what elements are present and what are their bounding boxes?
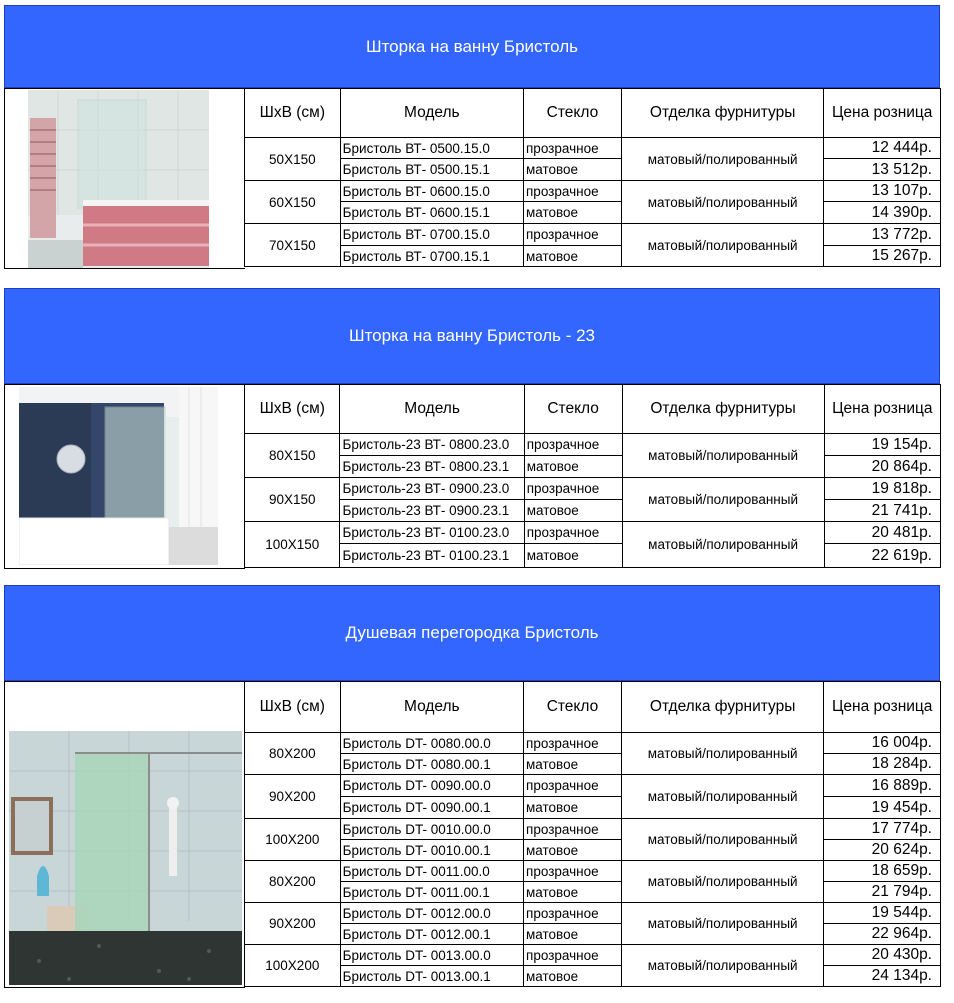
model-cell: Бристоль DT- 0012.00.1	[340, 924, 523, 945]
model-cell: Бристоль DT- 0013.00.1	[340, 966, 523, 987]
glass-cell: матовое	[524, 500, 622, 522]
model-cell: Бристоль DT- 0080.00.0	[340, 733, 523, 754]
size-cell: 100Х200	[245, 945, 341, 987]
price-cell: 16 889р.	[824, 775, 941, 797]
model-cell: Бристоль DT- 0080.00.1	[340, 754, 523, 775]
table-row	[245, 819, 941, 840]
size-cell: 60Х150	[245, 181, 341, 224]
price-cell: 20 430р.	[824, 945, 941, 966]
table-row	[245, 775, 941, 797]
table-row	[245, 945, 941, 966]
table-row	[245, 138, 941, 159]
table-row	[245, 733, 941, 754]
header-price: Цена розница	[824, 89, 941, 138]
header-finish: Отделка фурнитуры	[621, 682, 823, 733]
price-cell: 14 390р.	[824, 202, 941, 224]
glass-cell: прозрачное	[524, 522, 622, 544]
model-cell: Бристоль DT- 0011.00.0	[340, 861, 523, 882]
table-header-row	[245, 385, 941, 434]
model-cell: Бристоль-23 ВТ- 0800.23.0	[340, 434, 524, 456]
price-cell: 24 134р.	[824, 966, 941, 987]
table-row	[245, 246, 941, 267]
header-finish: Отделка фурнитуры	[621, 89, 823, 138]
glass-cell: прозрачное	[524, 903, 622, 924]
header-model: Модель	[340, 89, 523, 138]
table-row	[245, 754, 941, 775]
price-table	[244, 88, 941, 267]
finish-cell: матовый/полированный	[622, 522, 824, 568]
section-title: Шторка на ванну Бристоль - 23	[348, 326, 595, 345]
model-cell: Бристоль-23 ВТ- 0900.23.1	[340, 500, 524, 522]
size-cell: 80Х200	[245, 733, 341, 775]
price-cell: 13 772р.	[824, 224, 941, 246]
size-cell: 80Х150	[245, 434, 340, 478]
glass-cell: матовое	[524, 966, 622, 987]
price-cell: 22 619р.	[824, 544, 940, 568]
table-row	[245, 202, 941, 224]
table-row	[245, 544, 941, 568]
product-photo-cell	[4, 681, 245, 988]
price-cell: 19 544р.	[824, 903, 941, 924]
price-cell: 15 267р.	[824, 246, 941, 267]
section-bristol-bath-screen	[4, 5, 941, 269]
model-cell: Бристоль-23 ВТ- 0100.23.0	[340, 522, 524, 544]
finish-cell: матовый/полированный	[621, 903, 823, 945]
glass-cell: прозрачное	[524, 138, 622, 159]
model-cell: Бристоль-23 ВТ- 0800.23.1	[340, 456, 524, 478]
model-cell: Бристоль ВТ- 0500.15.1	[340, 159, 523, 181]
header-glass: Стекло	[524, 682, 622, 733]
section-title-banner	[4, 585, 940, 681]
header-size: ШхВ (см)	[245, 682, 341, 733]
glass-cell: матовое	[524, 754, 622, 775]
table-row	[245, 434, 941, 456]
table-row	[245, 966, 941, 987]
finish-cell: матовый/полированный	[621, 775, 823, 819]
glass-cell: матовое	[524, 840, 622, 861]
header-size: ШхВ (см)	[245, 89, 341, 138]
price-cell: 12 444р.	[824, 138, 941, 159]
size-cell: 100Х200	[245, 819, 341, 861]
table-row	[245, 456, 941, 478]
price-cell: 17 774р.	[824, 819, 941, 840]
table-row	[245, 903, 941, 924]
header-finish: Отделка фурнитуры	[622, 385, 824, 434]
price-cell: 18 284р.	[824, 754, 941, 775]
model-cell: Бристоль DT- 0010.00.1	[340, 840, 523, 861]
model-cell: Бристоль DT- 0090.00.1	[340, 797, 523, 819]
table-row	[245, 882, 941, 903]
table-header-row	[245, 89, 941, 138]
header-glass: Стекло	[524, 385, 622, 434]
table-row	[245, 522, 941, 544]
glass-cell: прозрачное	[524, 181, 622, 202]
table-row	[245, 159, 941, 181]
price-cell: 19 818р.	[824, 478, 940, 500]
finish-cell: матовый/полированный	[621, 945, 823, 987]
finish-cell: матовый/полированный	[621, 181, 823, 224]
shower-partition-photo	[9, 731, 242, 985]
model-cell: Бристоль ВТ- 0600.15.1	[340, 202, 523, 224]
glass-cell: прозрачное	[524, 733, 622, 754]
glass-cell: матовое	[524, 246, 622, 267]
section-title: Шторка на ванну Бристоль	[366, 36, 578, 56]
table-header-row	[245, 682, 941, 733]
section-bristol-23-bath-screen	[4, 288, 941, 569]
table-row	[245, 797, 941, 819]
glass-cell: прозрачное	[524, 478, 622, 500]
finish-cell: матовый/полированный	[621, 138, 823, 181]
finish-cell: матовый/полированный	[622, 478, 824, 522]
model-cell: Бристоль-23 ВТ- 0100.23.1	[340, 544, 524, 568]
size-cell: 70Х150	[245, 224, 341, 267]
size-cell: 90Х200	[245, 775, 341, 819]
size-cell: 50Х150	[245, 138, 341, 181]
glass-cell: прозрачное	[524, 861, 622, 882]
glass-cell: матовое	[524, 202, 622, 224]
header-glass: Стекло	[524, 89, 622, 138]
price-cell: 21 794р.	[824, 882, 941, 903]
section-title-banner	[4, 288, 940, 384]
price-table	[244, 681, 941, 987]
glass-cell: прозрачное	[524, 224, 622, 246]
table-row	[245, 478, 941, 500]
glass-cell: прозрачное	[524, 945, 622, 966]
model-cell: Бристоль DT- 0011.00.1	[340, 882, 523, 903]
model-cell: Бристоль DT- 0012.00.0	[340, 903, 523, 924]
price-cell: 21 741р.	[824, 500, 940, 522]
header-price: Цена розница	[824, 682, 941, 733]
price-cell: 20 624р.	[824, 840, 941, 861]
glass-cell: матовое	[524, 797, 622, 819]
table-row	[245, 840, 941, 861]
header-price: Цена розница	[824, 385, 940, 434]
price-cell: 16 004р.	[824, 733, 941, 754]
glass-cell: прозрачное	[524, 434, 622, 456]
model-cell: Бристоль ВТ- 0500.15.0	[340, 138, 523, 159]
glass-cell: матовое	[524, 456, 622, 478]
section-bristol-shower-partition	[4, 585, 941, 988]
size-cell: 90Х200	[245, 903, 341, 945]
finish-cell: матовый/полированный	[622, 434, 824, 478]
price-cell: 22 964р.	[824, 924, 941, 945]
size-cell: 80Х200	[245, 861, 341, 903]
model-cell: Бристоль DT- 0013.00.0	[340, 945, 523, 966]
price-cell: 18 659р.	[824, 861, 941, 882]
price-cell: 13 512р.	[824, 159, 941, 181]
model-cell: Бристоль DT- 0090.00.0	[340, 775, 523, 797]
finish-cell: матовый/полированный	[621, 819, 823, 861]
price-cell: 20 864р.	[824, 456, 940, 478]
model-cell: Бристоль ВТ- 0700.15.1	[340, 246, 523, 267]
price-cell: 13 107р.	[824, 181, 941, 202]
header-model: Модель	[340, 385, 524, 434]
section-title-banner	[4, 5, 940, 88]
finish-cell: матовый/полированный	[621, 861, 823, 903]
header-model: Модель	[340, 682, 523, 733]
section-title: Душевая перегородка Бристоль	[345, 623, 599, 642]
table-row	[245, 224, 941, 246]
model-cell: Бристоль ВТ- 0700.15.0	[340, 224, 523, 246]
glass-cell: прозрачное	[524, 775, 622, 797]
glass-cell: матовое	[524, 159, 622, 181]
price-cell: 19 454р.	[824, 797, 941, 819]
size-cell: 100Х150	[245, 522, 340, 568]
table-row	[245, 861, 941, 882]
model-cell: Бристоль DT- 0010.00.0	[340, 819, 523, 840]
price-cell: 19 154р.	[824, 434, 940, 456]
finish-cell: матовый/полированный	[621, 733, 823, 775]
bathtub-screen-photo	[28, 90, 209, 268]
size-cell: 90Х150	[245, 478, 340, 522]
table-row	[245, 181, 941, 202]
model-cell: Бристоль ВТ- 0600.15.0	[340, 181, 523, 202]
glass-cell: матовое	[524, 544, 622, 568]
price-table	[244, 384, 941, 568]
table-row	[245, 500, 941, 522]
glass-cell: матовое	[524, 882, 622, 903]
header-size: ШхВ (см)	[245, 385, 340, 434]
glass-cell: матовое	[524, 924, 622, 945]
product-photo-cell	[4, 88, 245, 269]
price-cell: 20 481р.	[824, 522, 940, 544]
bathtub-screen-photo	[19, 387, 218, 565]
table-row	[245, 924, 941, 945]
glass-cell: прозрачное	[524, 819, 622, 840]
finish-cell: матовый/полированный	[621, 224, 823, 267]
product-photo-cell	[4, 384, 245, 569]
model-cell: Бристоль-23 ВТ- 0900.23.0	[340, 478, 524, 500]
